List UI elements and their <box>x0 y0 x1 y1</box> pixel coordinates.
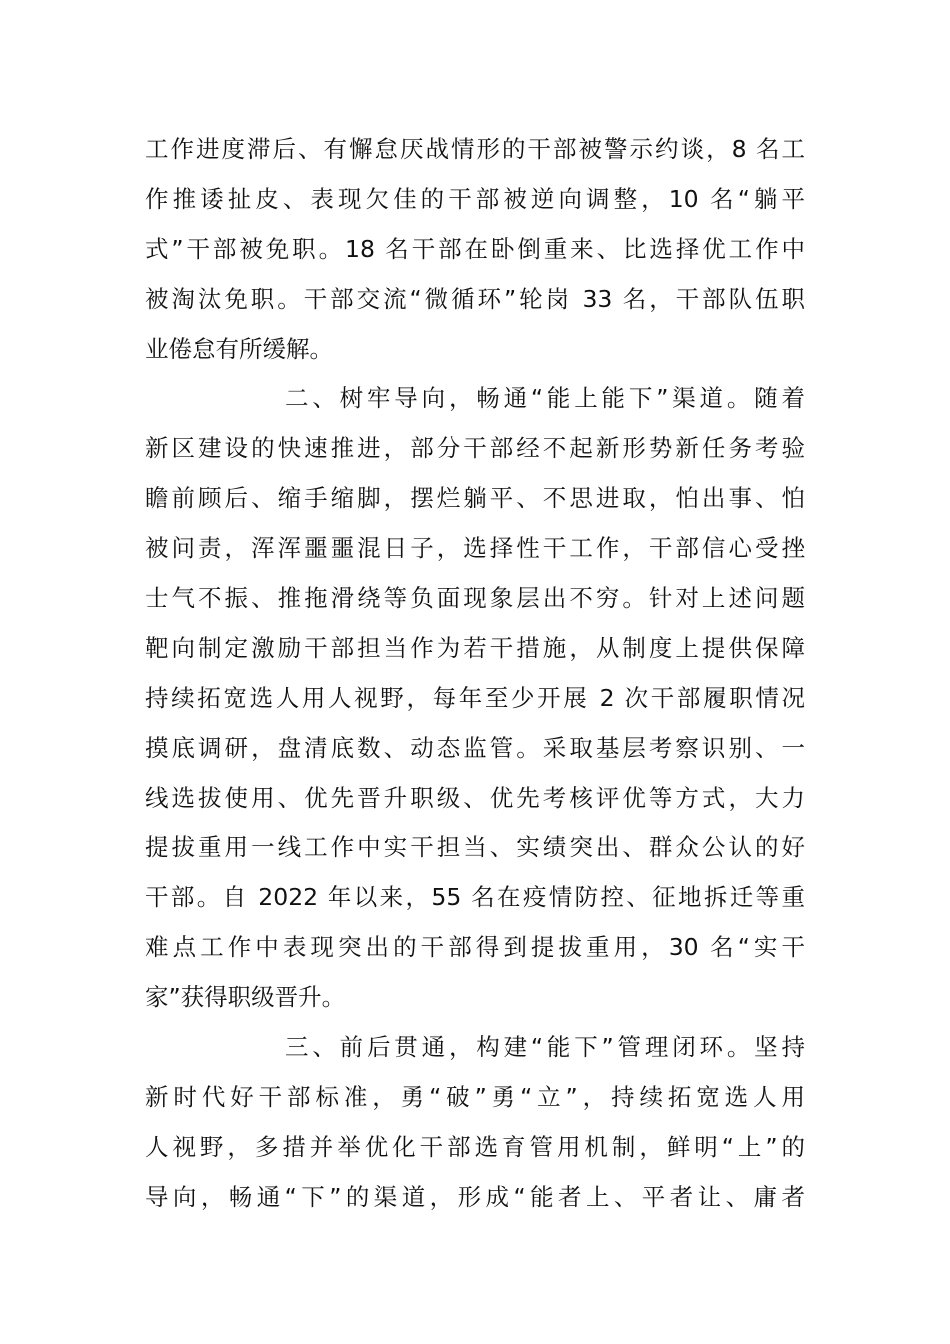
text-line: 新区建设的快速推进，部分干部经不起新形势新任务考验 <box>145 434 805 463</box>
paragraph <box>145 374 805 1023</box>
text-line: 家”获得职级晋升。 <box>145 983 346 1012</box>
text-line: 被淘汰免职。干部交流“微循环”轮岗 33 名，干部队伍职 <box>145 284 805 313</box>
text-line: 作推诿扯皮、表现欠佳的干部被逆向调整，10 名“躺平 <box>145 184 805 213</box>
text-line: 被问责，浑浑噩噩混日子，选择性干工作，干部信心受挫 <box>145 534 805 563</box>
text-line: 摸底调研，盘清底数、动态监管。采取基层考察识别、一 <box>145 733 805 762</box>
text-line: 士气不振、推拖滑绕等负面现象层出不穷。针对上述问题 <box>145 584 805 613</box>
text-line: 持续拓宽选人用人视野，每年至少开展 2 次干部履职情况 <box>145 683 805 712</box>
text-line: 靶向制定激励干部担当作为若干措施，从制度上提供保障 <box>145 633 805 662</box>
text-line: 式”干部被免职。18 名干部在卧倒重来、比选择优工作中 <box>145 234 805 263</box>
text-line: 二、树牢导向，畅通“能上能下”渠道。随着 <box>285 384 805 413</box>
text-line: 难点工作中表现突出的干部得到提拔重用，30 名“实干 <box>145 933 805 962</box>
document-page <box>145 125 805 1223</box>
text-line: 人视野，多措并举优化干部选育管用机制，鲜明“上”的 <box>145 1132 805 1161</box>
paragraph <box>145 125 805 374</box>
paragraph <box>145 1023 805 1223</box>
text-line: 干部。自 2022 年以来，55 名在疫情防控、征地拆迁等重 <box>145 883 805 912</box>
text-line: 瞻前顾后、缩手缩脚，摆烂躺平、不思进取，怕出事、怕 <box>145 484 805 513</box>
text-line: 工作进度滞后、有懈怠厌战情形的干部被警示约谈，8 名工 <box>145 135 805 163</box>
text-line: 三、前后贯通，构建“能下”管理闭环。坚持 <box>285 1033 805 1062</box>
text-line: 新时代好干部标准，勇“破”勇“立”，持续拓宽选人用 <box>145 1082 805 1111</box>
text-line: 提拔重用一线工作中实干担当、实绩突出、群众公认的好 <box>145 833 805 862</box>
text-line: 线选拔使用、优先晋升职级、优先考核评优等方式，大力 <box>145 783 805 812</box>
text-line: 导向，畅通“下”的渠道，形成“能者上、平者让、庸者 <box>145 1182 805 1211</box>
text-line: 业倦怠有所缓解。 <box>145 334 333 363</box>
